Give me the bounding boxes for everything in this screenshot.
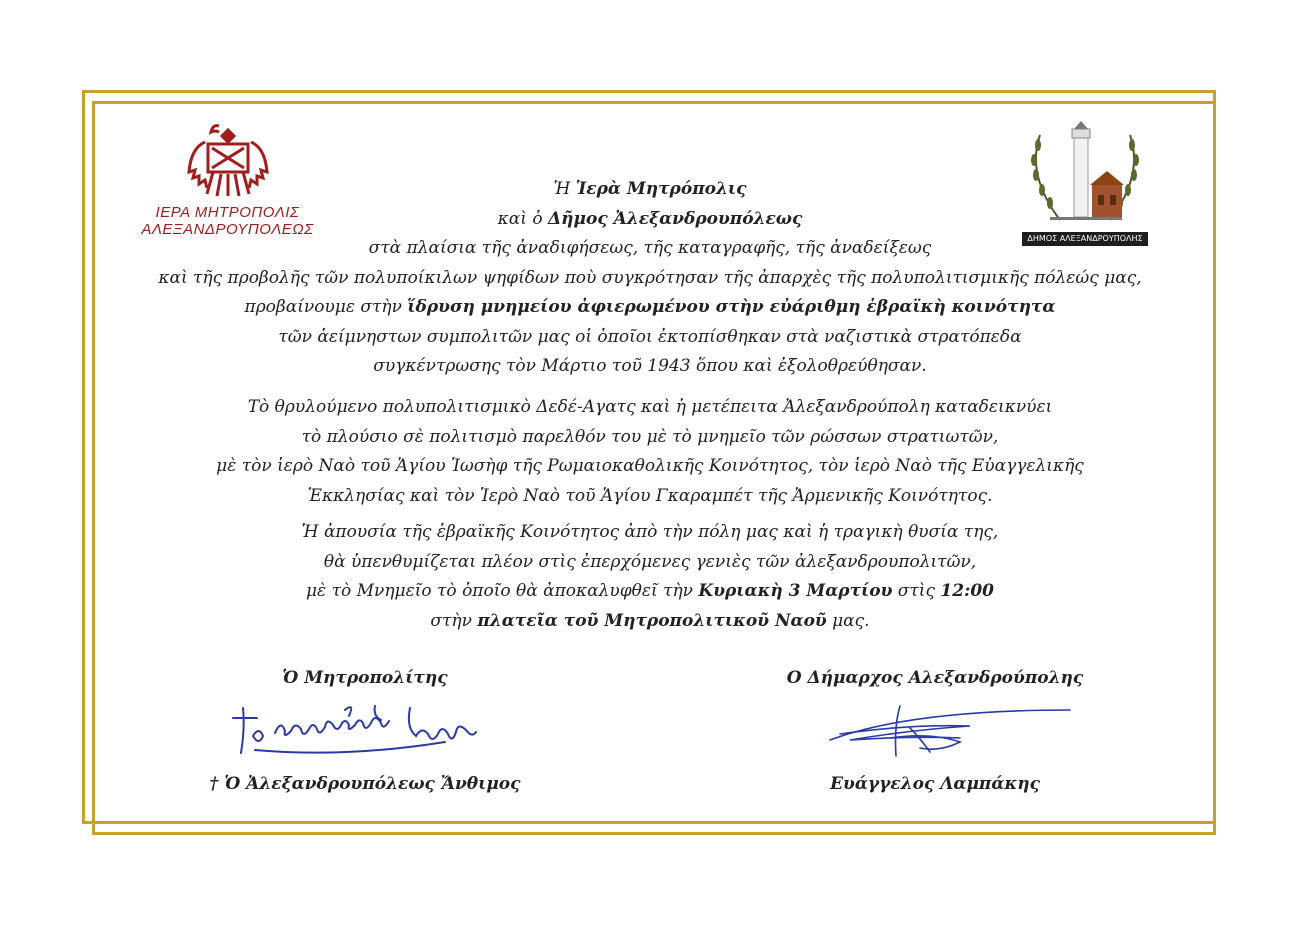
municipality-logo-caption: ΔΗΜΟΣ ΑΛΕΞΑΝΔΡΟΥΠΟΛΗΣ [1022,232,1148,246]
metropolitan-name: † Ὁ Ἀλεξανδρουπόλεως Ἄνθιμος [209,774,521,794]
para3-line3-mid: στὶς [892,581,941,601]
paragraph-3 [120,518,1180,636]
para2-line4: Ἐκκλησίας καὶ τὸν Ἱερὸ Ναὸ τοῦ Ἁγίου Γκαραμπέτ τῆς Ἀρμενικῆς Κοινότητος. [307,485,993,506]
para1-line3-pre: προβαίνουμε στὴν [244,297,408,317]
header-line-2 [120,205,1180,235]
header-line-1-pre: Ἡ [553,179,576,199]
mayor-title: Ο Δήμαρχος Αλεξανδρούπολης [786,668,1084,688]
metropolitan-signature [225,688,505,768]
paragraph-1 [120,234,1180,382]
para3-line2: θὰ ὑπενθυμίζεται πλέον στὶς ἐπερχόμενες γενιὲς τῶν ἀλεξανδρουπολιτῶν, [323,551,977,572]
header-line-2-bold: Δῆμος Ἀλεξανδρουπόλεως [547,208,803,229]
para3-line3 [120,577,1180,607]
header-line-1-bold: Ἱερὰ Μητρόπολις [575,179,747,199]
header-line-1 [120,175,1180,205]
para3-date-bold: Κυριακὴ 3 Μαρτίου [698,581,893,601]
para1-line3 [120,293,1180,323]
mayor-signature [820,698,1080,762]
metropolis-logo-line1: ΙΕΡΑ ΜΗΤΡΟΠΟΛΙΣ [155,204,300,221]
paragraph-2 [120,393,1180,511]
para3-line1: Ἡ ἀπουσία τῆς ἑβραϊκῆς Κοινότητος ἀπὸ τὴν πόλη μας καὶ ἡ τραγικὴ θυσία της, [301,522,999,542]
para1-line2: καὶ τῆς προβολῆς τῶν πολυποίκιλων ψηφίδων ποὺ συγκρότησαν τῆς ἀπαρχὲς τῆς πολυπολιτισμικῆς πόλεώς μας, [158,267,1142,288]
para1-line5: συγκέντρωσης τὸν Μάρτιο τοῦ 1943 ὅπου καὶ ἐξολοθρεύθησαν. [373,356,927,376]
header-line-2-pre: καὶ ὁ [497,208,548,229]
para2-line1: Τὸ θρυλούμενο πολυπολιτισμικὸ Δεδέ-Αγατς καὶ ἡ μετέπειτα Ἀλεξανδρούπολη καταδεικνύει [247,397,1053,417]
para3-place-bold: πλατεῖα τοῦ Μητροπολιτικοῦ Ναοῦ [477,610,827,631]
para2-line3: μὲ τὸν ἱερὸ Ναὸ τοῦ Ἁγίου Ἰωσὴφ τῆς Ρωμαιοκαθολικῆς Κοινότητος, τὸν ἱερὸ Ναὸ τῆς Εὐαγγελικῆς [216,456,1084,476]
metropolis-logo-line2: ΑΛΕΞΑΝΔΡΟΥΠΟΛΕΩΣ [141,221,314,238]
para1-line3-bold: ἵδρυση μνημείου ἀφιερωμένου στὴν εὐάριθμη ἑβραϊκὴ κοινότητα [407,297,1056,317]
header-block [120,175,1180,234]
para3-line4-post: μας. [826,610,870,631]
para2-line2: τὸ πλούσιο σὲ πολιτισμὸ παρελθόν του μὲ τὸ μνημεῖο τῶν ρώσσων στρατιωτῶν, [301,426,999,447]
para1-line1: στὰ πλαίσια τῆς ἀναδιφήσεως, τῆς καταγραφῆς, τῆς ἀναδείξεως [368,238,932,258]
para3-line4-pre: στὴν [430,610,478,631]
mayor-name: Ευάγγελος Λαμπάκης [830,774,1040,794]
para1-line4: τῶν ἀείμνηστων συμπολιτῶν μας οἱ ὁποῖοι ἐκτοπίσθηκαν στὰ ναζιστικὰ στρατόπεδα [278,326,1022,347]
metropolitan-title: Ὁ Μητροπολίτης [282,668,448,688]
para3-time-bold: 12:00 [940,581,994,601]
para3-line3-pre: μὲ τὸ Μνημεῖο τὸ ὁποῖο θὰ ἀποκαλυφθεῖ τὴν [306,581,699,601]
para3-line4 [120,607,1180,637]
